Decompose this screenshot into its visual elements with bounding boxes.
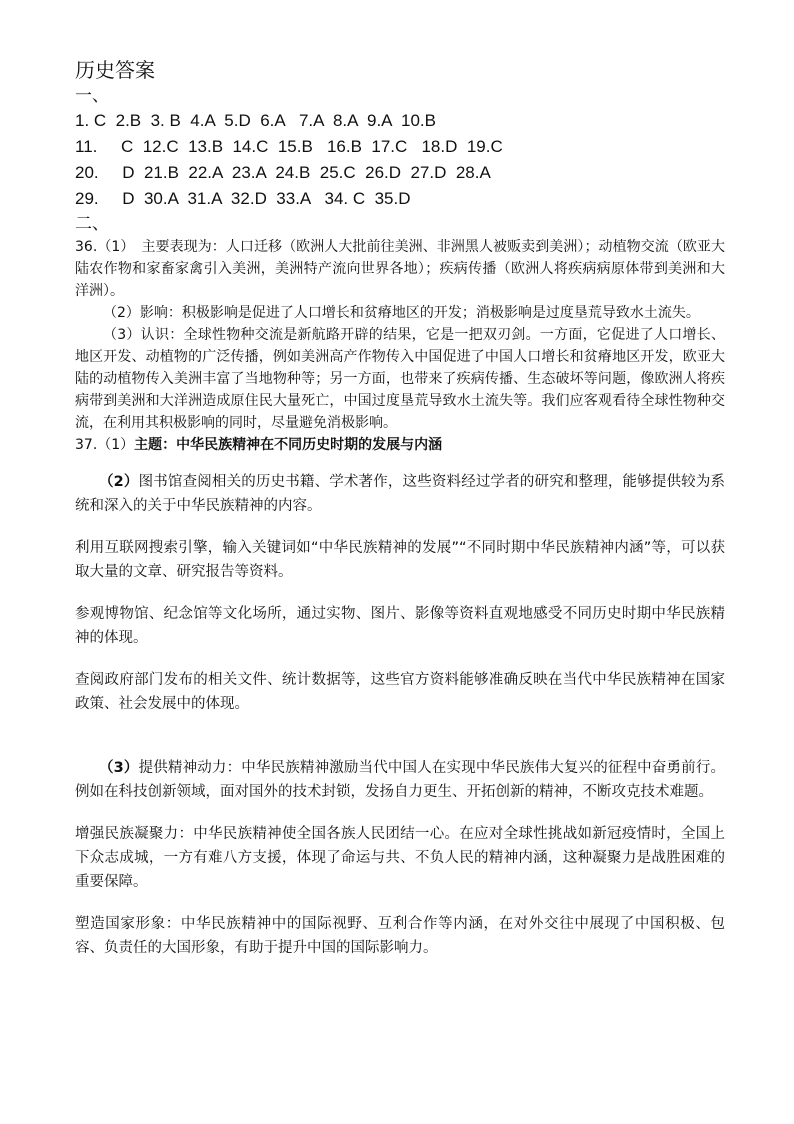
q37-heading [75, 434, 725, 456]
q36-part1: 36.（1） 主要表现为：人口迁移（欧洲人大批前往美洲、非洲黑人被贩卖到美洲）；动植物交流（欧亚大陆农作物和家畜家禽引入美洲，美洲特产流向世界各地）；疾病传播（欧洲人将疾病病原体带到美洲和大洋洲）。 [75, 239, 725, 299]
part-one-heading: 一、 [75, 86, 109, 106]
q37-value-image: 塑造国家形象：中华民族精神中的国际视野、互利合作等内涵，在对外交往中展现了中国积极、包容、负责任的大国形象，有助于提升中国的国际影响力。 [75, 916, 725, 956]
q37-value-motivation [75, 756, 725, 804]
q37-number: 37.（1） [75, 437, 135, 453]
q37-value-cohesion: 增强民族凝聚力：中华民族精神使全国各族人民团结一心。在应对全球性挑战如新冠疫情时，全国上下众志成城，一方有难八方支援，体现了命运与共、不负人民的精神内涵，这种凝聚力是战胜困难的重要保障。 [75, 826, 725, 890]
q37-sub3-number: （3） [99, 760, 139, 776]
q37-method-museum: 参观博物馆、纪念馆等文化场所，通过实物、图片、影像等资料直观地感受不同历史时期中华民族精神的体现。 [75, 606, 725, 646]
spacer [75, 734, 725, 756]
answer-line-4: 29. D 30.A 31.A 32.D 33.A 34. C 35.D [75, 189, 411, 208]
answer-line-2: 11. C 12.C 13.B 14.C 15.B 16.B 17.C 18.D 19.C [75, 137, 503, 156]
q36-part3: （3）认识：全球性物种交流是新航路开辟的结果，它是一把双刃剑。一方面，它促进了人口增长、地区开发、动植物的广泛传播，例如美洲高产作物传入中国促进了中国人口增长和贫瘠地区开发，欧亚大陆的动植物传入美洲丰富了当地物种等；另一方面，也带来了疾病传播、生态破坏等问题，像欧洲人将疾病带到美洲和大洋洲造成原住民大量死亡，中国过度垦荒导致水土流失等。我们应客观看待全球性物种交流，在利用其积极影响的同时，尽量避免消极影响。 [75, 327, 725, 431]
document-title: 历史答案 [75, 58, 155, 82]
q37-sub2-number: （2） [99, 474, 139, 490]
answer-document [75, 56, 725, 978]
answer-line-3: 20. D 21.B 22.A 23.A 24.B 25.C 26.D 27.D 28.A [75, 163, 491, 182]
q37-value-motivation-text: 提供精神动力：中华民族精神激励当代中国人在实现中华民族伟大复兴的征程中奋勇前行。例如在科技创新领域，面对国外的技术封锁，发扬自力更生、开拓创新的精神，不断攻克技术难题。 [75, 760, 726, 800]
part-two-heading: 二、 [75, 214, 109, 234]
q37-method-government: 查阅政府部门发布的相关文件、统计数据等，这些官方资料能够准确反映在当代中华民族精神在国家政策、社会发展中的体现。 [75, 672, 725, 712]
answer-line-1: 1. C 2.B 3. B 4.A 5.D 6.A 7.A 8.A 9.A 10.B [75, 111, 436, 130]
q37-method-library [75, 470, 725, 518]
q37-method-internet: 利用互联网搜索引擎，输入关键词如“中华民族精神的发展”“不同时期中华民族精神内涵”等，可以获取大量的文章、研究报告等资料。 [75, 540, 725, 580]
q37-method-library-text: 图书馆查阅相关的历史书籍、学术著作，这些资料经过学者的研究和整理，能够提供较为系统和深入的关于中华民族精神的内容。 [75, 474, 726, 514]
q37-theme: 主题：中华民族精神在不同历史时期的发展与内涵 [134, 437, 443, 453]
q36-part2: （2）影响：积极影响是促进了人口增长和贫瘠地区的开发；消极影响是过度垦荒导致水土流失。 [103, 305, 700, 321]
